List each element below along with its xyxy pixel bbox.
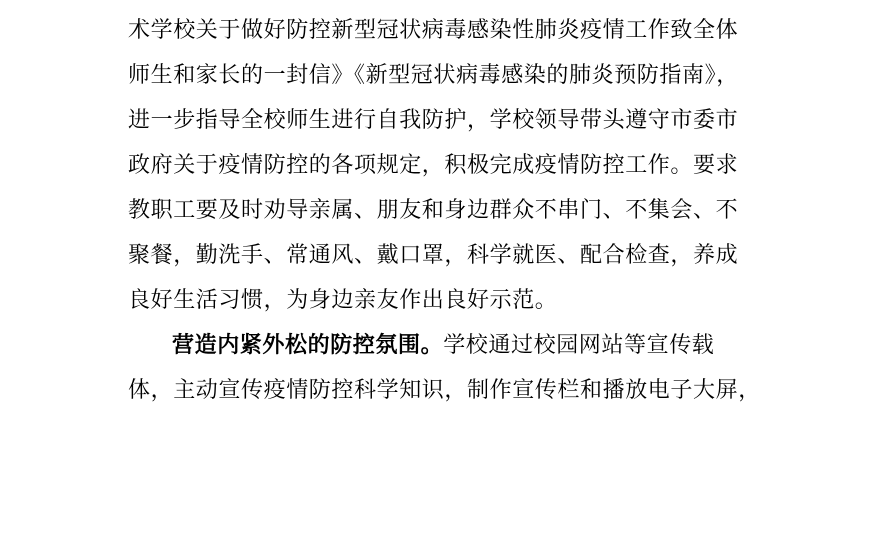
document-text-body bbox=[128, 8, 788, 413]
text-line: 政府关于疫情防控的各项规定，积极完成疫情防控工作。要求 bbox=[128, 153, 739, 178]
text-line: 聚餐，勤洗手、常通风、戴口罩，科学就医、配合检查，养成 bbox=[128, 243, 739, 268]
paragraph-one bbox=[128, 8, 788, 323]
text-line-with-heading bbox=[128, 323, 788, 368]
paragraph-two bbox=[128, 323, 788, 413]
text-line: 师生和家长的一封信》《新型冠状病毒感染的肺炎预防指南》， bbox=[128, 63, 739, 88]
text-line: 良好生活习惯，为身边亲友作出良好示范。 bbox=[128, 288, 558, 313]
text-line: 体，主动宣传疫情防控科学知识，制作宣传栏和播放电子大屏， bbox=[128, 378, 761, 403]
inline-bold-heading: 营造内紧外松的防控氛围。 bbox=[172, 332, 444, 358]
text-line: 进一步指导全校师生进行自我防护，学校领导带头遵守市委市 bbox=[128, 108, 739, 133]
text-line: 教职工要及时劝导亲属、朋友和身边群众不串门、不集会、不 bbox=[128, 198, 739, 223]
text-line-remainder: 学校通过校园网站等宣传载 bbox=[443, 333, 715, 358]
text-line: 术学校关于做好防控新型冠状病毒感染性肺炎疫情工作致全体 bbox=[128, 18, 739, 43]
